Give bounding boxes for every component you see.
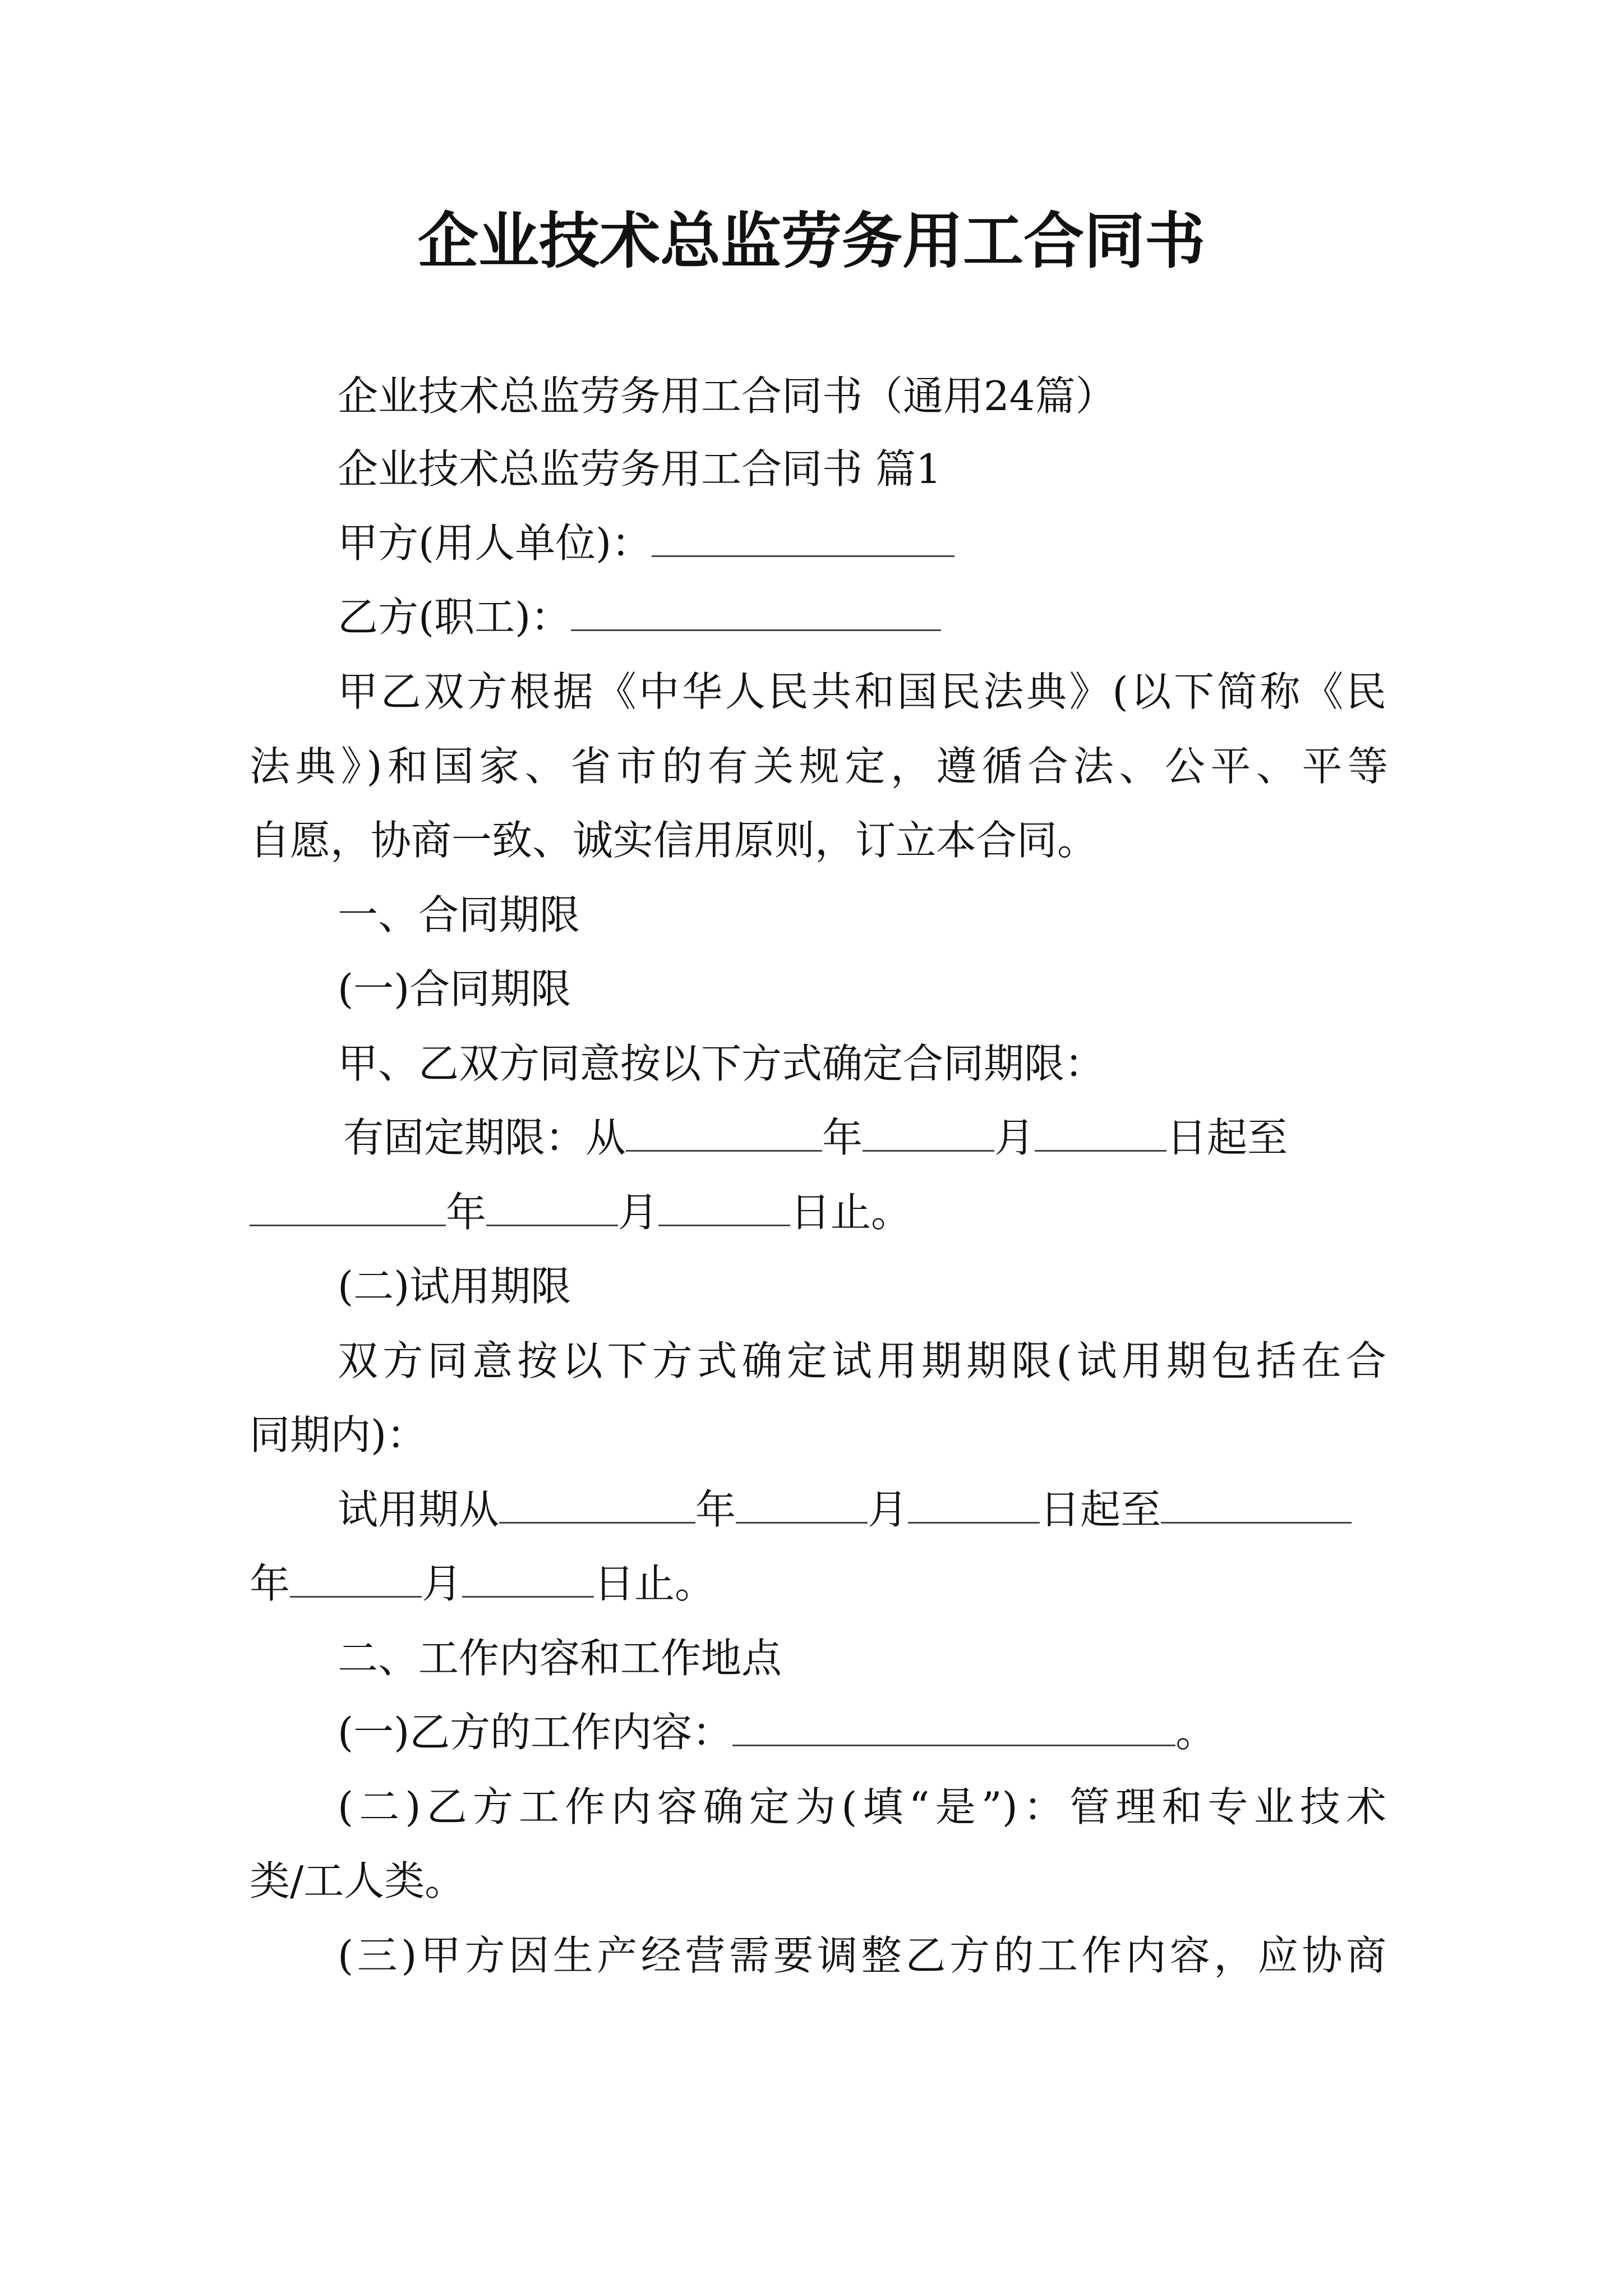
party-b-label: 乙方(职工)：: [338, 593, 571, 641]
party-b-line: [338, 590, 941, 644]
end-day-blank: [658, 1190, 790, 1226]
end-month-blank: [486, 1190, 618, 1226]
probation-end-day-unit: 日止。: [594, 1560, 716, 1607]
probation-label: 试用期从: [338, 1486, 500, 1533]
probation-start-month-blank: [736, 1487, 868, 1524]
probation-line-2: [250, 1557, 715, 1611]
start-month-blank: [863, 1115, 994, 1152]
adjust-text-line: (三)甲方因生产经营需要调整乙方的工作内容，应协商: [338, 1932, 1386, 1979]
probation-start-year-unit: 年: [695, 1486, 736, 1533]
work-content-line: [338, 1705, 1216, 1759]
fixed-term-line-1: [343, 1111, 1288, 1165]
section-1-heading: 一、合同期限: [338, 891, 580, 938]
intro-line-1: 甲乙双方根据《中华人民共和国民法典》(以下简称《民: [338, 668, 1386, 715]
end-month-unit: 月: [618, 1189, 659, 1236]
start-day-blank: [1035, 1115, 1166, 1152]
end-year-blank: [250, 1190, 446, 1226]
fixed-term-line-2: [250, 1185, 911, 1239]
start-year-unit: 年: [822, 1114, 863, 1161]
probation-start-day-unit: 日起至: [1040, 1486, 1161, 1533]
probation-end-year-unit: 年: [250, 1560, 291, 1607]
probation-start-day-blank: [908, 1487, 1040, 1524]
end-year-unit: 年: [446, 1189, 487, 1236]
subsection-1-heading: (一)合同期限: [338, 965, 571, 1013]
probation-end-year-blank: [1161, 1487, 1352, 1524]
end-day-unit: 日止。: [790, 1189, 912, 1236]
probation-start-year-blank: [499, 1487, 695, 1524]
start-day-unit: 日起至: [1166, 1114, 1288, 1161]
document-title: 企业技术总监劳务用工合同书: [417, 206, 1205, 277]
probation-start-month-unit: 月: [868, 1486, 909, 1533]
start-month-unit: 月: [994, 1114, 1035, 1161]
fixed-term-label: 有固定期限：从: [343, 1114, 626, 1161]
work-content-label: (一)乙方的工作内容：: [338, 1709, 733, 1756]
start-year-blank: [626, 1115, 822, 1152]
probation-end-month-unit: 月: [422, 1560, 463, 1607]
document-subtitle: 企业技术总监劳务用工合同书（通用24篇）: [338, 372, 1116, 420]
party-b-blank: [571, 595, 941, 631]
party-a-line: [338, 516, 955, 570]
probation-end-day-blank: [462, 1561, 594, 1598]
work-type-line-2: 类/工人类。: [250, 1857, 465, 1904]
party-a-label: 甲方(用人单位)：: [338, 519, 652, 567]
part-heading: 企业技术总监劳务用工合同书 篇1: [338, 445, 942, 493]
work-content-end: 。: [1175, 1709, 1216, 1756]
probation-text-1: 双方同意按以下方式确定试用期期限(试用期包括在合: [338, 1337, 1386, 1384]
intro-line-2: 法典》)和国家、省市的有关规定，遵循合法、公平、平等: [250, 743, 1388, 790]
term-method-text: 甲、乙双方同意按以下方式确定合同期限：: [338, 1040, 1105, 1087]
work-content-blank: [732, 1710, 1175, 1746]
subsection-2-heading: (二)试用期限: [338, 1263, 571, 1310]
section-2-heading: 二、工作内容和工作地点: [338, 1635, 782, 1682]
probation-end-month-blank: [290, 1561, 422, 1598]
intro-line-3: 自愿，协商一致、诚实信用原则，订立本合同。: [250, 817, 1098, 864]
probation-line-1: [338, 1483, 1352, 1536]
probation-text-2: 同期内)：: [250, 1411, 427, 1458]
work-type-line-1: (二)乙方工作内容确定为(填“是”)：管理和专业技术: [338, 1783, 1386, 1830]
party-a-blank: [652, 521, 955, 557]
